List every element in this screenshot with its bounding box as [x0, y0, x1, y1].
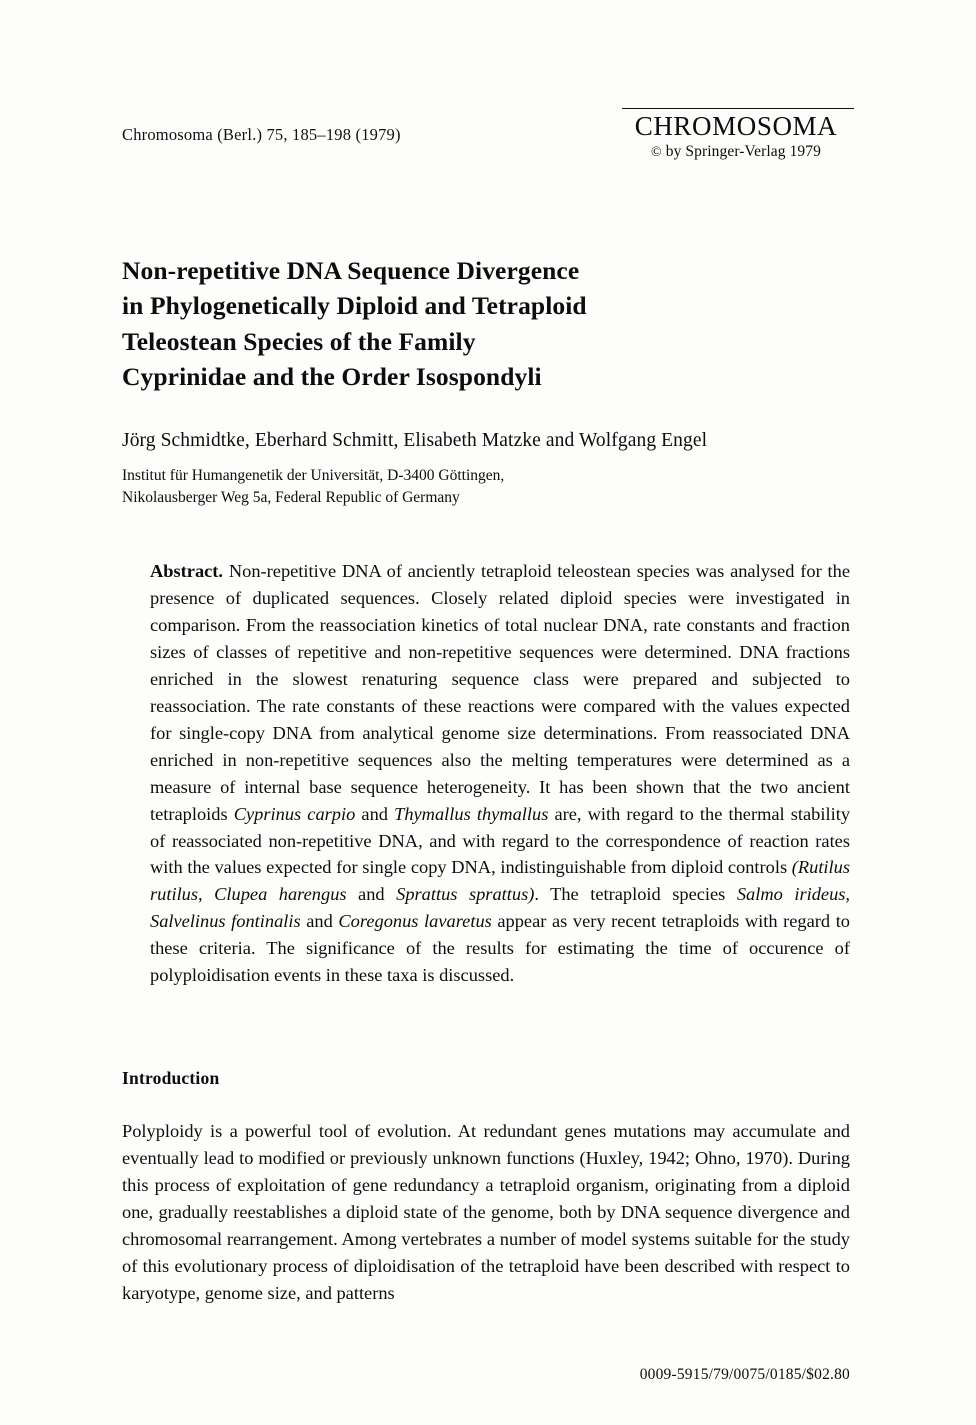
copyright-line: [618, 143, 854, 161]
page-header: [122, 108, 854, 161]
footer-issn-code: 0009-5915/79/0075/0185/$02.80: [639, 1366, 850, 1383]
species-thymallus-thymallus: Thymallus thymallus: [394, 803, 549, 824]
title-line-1: Non-repetitive DNA Sequence Divergence: [122, 256, 580, 285]
abstract-text-7: appear as very recent tetraploids with regard to these criteria. The significance of the results for estimating the time of occurence of polyploidisation events in these taxa is discussed.: [150, 911, 850, 986]
section-heading-introduction: Introduction: [122, 1068, 220, 1088]
page-title: [122, 253, 822, 395]
journal-title: CHROMOSOMA: [634, 111, 838, 141]
title-line-3: Teleostean Species of the Family: [122, 326, 476, 356]
abstract-text-1: Non-repetitive DNA of anciently tetraploid teleostean species was analysed for the presence of duplicated sequences. Closely related diploid species were investigated in comparison. From the reassociation kinetics of total nuclear DNA, rate constants and fraction sizes of classes of repetitive and non-repetitive sequences were determined. DNA fractions enriched in the slowest renaturing sequence class were prepared and subjected to reassociation. The rate constants of these reactions were compared with the values expected for single-copy DNA from analytical genome size determinations. From reassociated DNA enriched in non-repetitive sequences also the melting temperatures were determined as a measure of internal base sequence heterogeneity. It has been shown that the two ancient tetraploids: [150, 561, 850, 824]
species-coregonus-lavaretus: Coregonus lavaretus: [338, 911, 492, 932]
species-rutilus-clupea: (Rutilus rutilus, Clupea harengus: [150, 857, 850, 905]
author-list: Jörg Schmidtke, Eberhard Schmitt, Elisabeth Matzke and Wolfgang Engel: [122, 430, 708, 451]
journal-citation: Chromosoma (Berl.) 75, 185–198 (1979): [122, 125, 401, 144]
abstract-paragraph: [150, 558, 850, 989]
copyright-text: by Springer-Verlag 1979: [661, 143, 821, 161]
abstract-text-3: are, with regard to the thermal stability of reassociated non-repetitive DNA, and with regard to the correspondence of reaction rates with the values expected for single copy DNA, indistinguishable from diploid controls: [150, 803, 851, 878]
affiliation: [122, 465, 742, 510]
abstract-text-4: and: [346, 884, 397, 905]
title-line-2: in Phylogenetically Diploid and Tetraploid: [122, 291, 587, 321]
journal-masthead: [618, 108, 854, 161]
affiliation-line-1: Institut für Humangenetik der Universität, D-3400 Göttingen,: [122, 467, 505, 484]
abstract-text-2: and: [355, 803, 395, 824]
abstract-text-6: and: [300, 911, 339, 932]
abstract-label: Abstract.: [150, 561, 224, 581]
masthead-rule: [622, 108, 854, 109]
species-sprattus-sprattus: Sprattus sprattus): [396, 884, 535, 905]
species-cyprinus-carpio: Cyprinus carpio: [233, 803, 356, 824]
copyright-icon: ©: [651, 145, 662, 161]
title-line-4: Cyprinidae and the Order Isospondyli: [122, 362, 542, 392]
abstract-text-5: . The tetraploid species: [534, 884, 737, 905]
species-salmo-salvelinus: Salmo irideus, Salvelinus fontinalis: [150, 884, 851, 932]
introduction-paragraph: Polyploidy is a powerful tool of evolution. At redundant genes mutations may accumulate and eventually lead to modified or previously unknown functions (Huxley, 1942; Ohno, 1970). During this process of exploitation of gene redundancy a tetraploid organism, originating from a diploid one, gradually reestablishes a diploid state of the genome, both by DNA sequence divergence and chromosomal rearrangement. Among vertebrates a number of model systems suitable for the study of this evolutionary process of diploidisation of the tetraploid have been described with respect to karyotype, genome size, and patterns: [122, 1121, 850, 1303]
affiliation-line-2: Nikolausberger Weg 5a, Federal Republic of Germany: [122, 489, 460, 507]
page-content: [122, 0, 854, 1425]
